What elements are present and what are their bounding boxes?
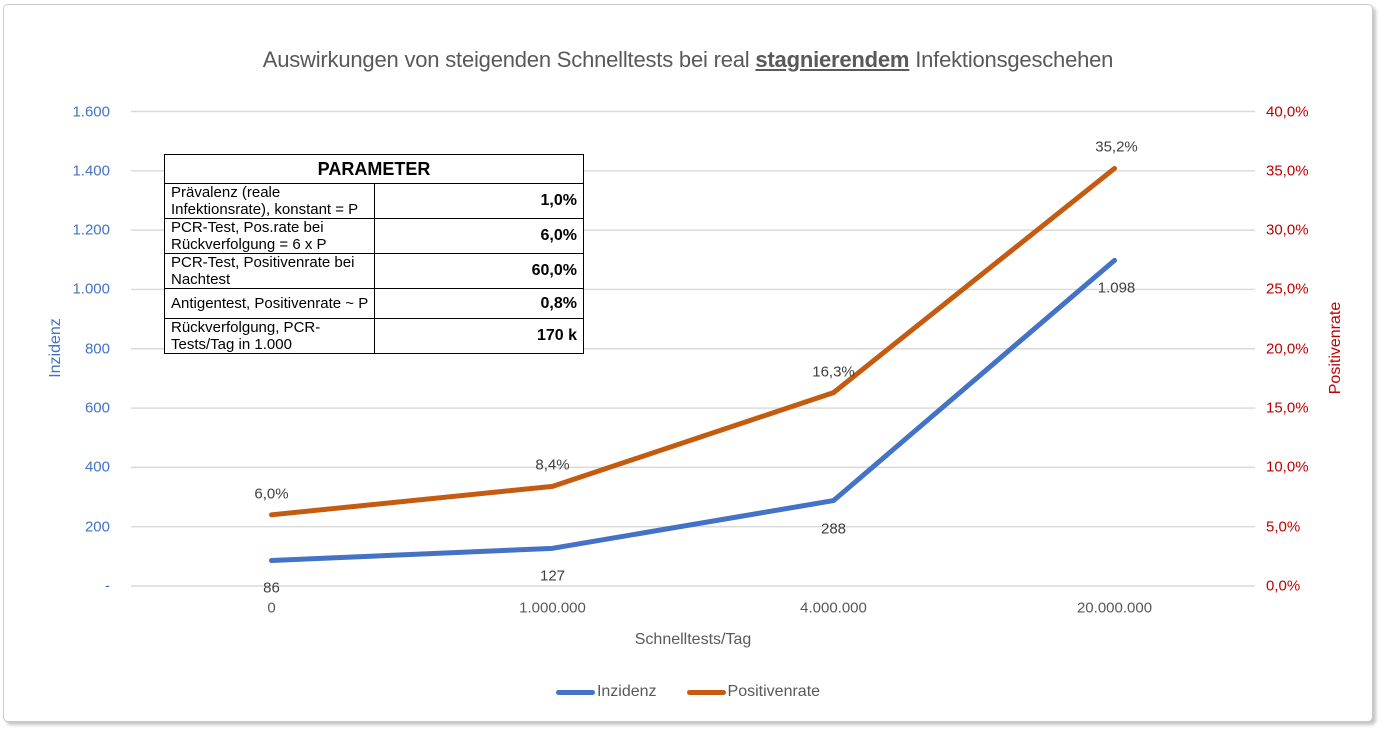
left-axis-title: Inzidenz — [47, 318, 64, 378]
x-axis-tick: 20.000.000 — [1076, 599, 1153, 617]
right-axis-tick: 30,0% — [1266, 221, 1309, 239]
data-label-positivenrate: 6,0% — [254, 485, 289, 503]
data-label-inzidenz: 127 — [539, 567, 566, 585]
right-axis-tick: 5,0% — [1266, 518, 1301, 536]
parameter-table — [164, 154, 584, 354]
left-axis-tick: 1.600 — [72, 103, 110, 120]
data-label-positivenrate: 35,2% — [1095, 138, 1138, 156]
x-axis-tick: 4.000.000 — [800, 599, 867, 617]
data-label-inzidenz: 288 — [820, 520, 847, 538]
left-axis-tick: 800 — [84, 340, 110, 358]
chart-legend — [4, 683, 1372, 701]
chart-title-part2: Infektionsgeschehen — [909, 47, 1114, 72]
legend-label: Inzidenz — [596, 683, 657, 700]
param-value: 6,0% — [374, 219, 584, 254]
table-row — [165, 319, 584, 354]
data-label-inzidenz: 1.098 — [1097, 279, 1136, 297]
chart-title-emphasis: stagnierendem — [755, 47, 910, 72]
parameter-table-header-row — [165, 155, 584, 184]
param-value: 1,0% — [374, 184, 584, 219]
data-label-positivenrate: 16,3% — [812, 363, 855, 381]
table-row — [165, 254, 584, 289]
left-axis-tick: - — [105, 577, 110, 595]
left-axis-tick: 200 — [84, 518, 110, 536]
legend-dash-positivenrate-icon — [687, 690, 726, 695]
left-axis-tick: 1.400 — [72, 162, 110, 180]
chart-title-part1: Auswirkungen von steigenden Schnelltests bei real — [262, 47, 756, 72]
x-axis-title: Schnelltests/Tag — [634, 631, 752, 648]
right-axis-tick: 25,0% — [1266, 280, 1309, 298]
table-row — [165, 184, 584, 219]
x-axis-tick: 1.000.000 — [519, 599, 586, 617]
x-axis-tick: 0 — [267, 599, 276, 617]
plot-area — [4, 5, 1382, 737]
legend-item-inzidenz — [556, 683, 657, 701]
param-label: PCR-Test, Pos.rate bei Rückverfolgung = 6 x P — [165, 219, 375, 254]
param-label: Prävalenz (reale Infektionsrate), konstant = P — [165, 184, 375, 219]
param-label: Rückverfolgung, PCR-Tests/Tag in 1.000 — [165, 319, 375, 354]
left-axis-tick: 600 — [84, 399, 110, 417]
data-label-inzidenz: 86 — [263, 579, 280, 597]
parameter-table-header: PARAMETER — [165, 155, 584, 184]
left-axis-tick: 1.200 — [72, 221, 110, 239]
right-axis-tick: 35,0% — [1266, 162, 1309, 180]
param-label: PCR-Test, Positivenrate bei Nachtest — [165, 254, 375, 289]
legend-item-positivenrate — [687, 683, 821, 701]
left-axis-tick: 400 — [84, 458, 110, 476]
chart-frame — [3, 4, 1373, 722]
data-label-positivenrate: 8,4% — [535, 456, 570, 474]
right-axis-tick: 10,0% — [1266, 458, 1309, 476]
table-row — [165, 289, 584, 319]
right-axis-tick: 0,0% — [1266, 577, 1301, 595]
param-value: 0,8% — [374, 289, 584, 319]
left-axis-tick: 1.000 — [72, 280, 110, 298]
right-axis-tick: 40,0% — [1266, 103, 1309, 120]
param-label: Antigentest, Positivenrate ~ P — [165, 289, 375, 319]
right-axis-tick: 15,0% — [1266, 399, 1309, 417]
param-value: 60,0% — [374, 254, 584, 289]
legend-label: Positivenrate — [727, 683, 821, 700]
param-value: 170 k — [374, 319, 584, 354]
right-axis-title: Positivenrate — [1327, 301, 1344, 395]
legend-dash-inzidenz-icon — [556, 690, 595, 695]
right-axis-tick: 20,0% — [1266, 340, 1309, 358]
table-row — [165, 219, 584, 254]
